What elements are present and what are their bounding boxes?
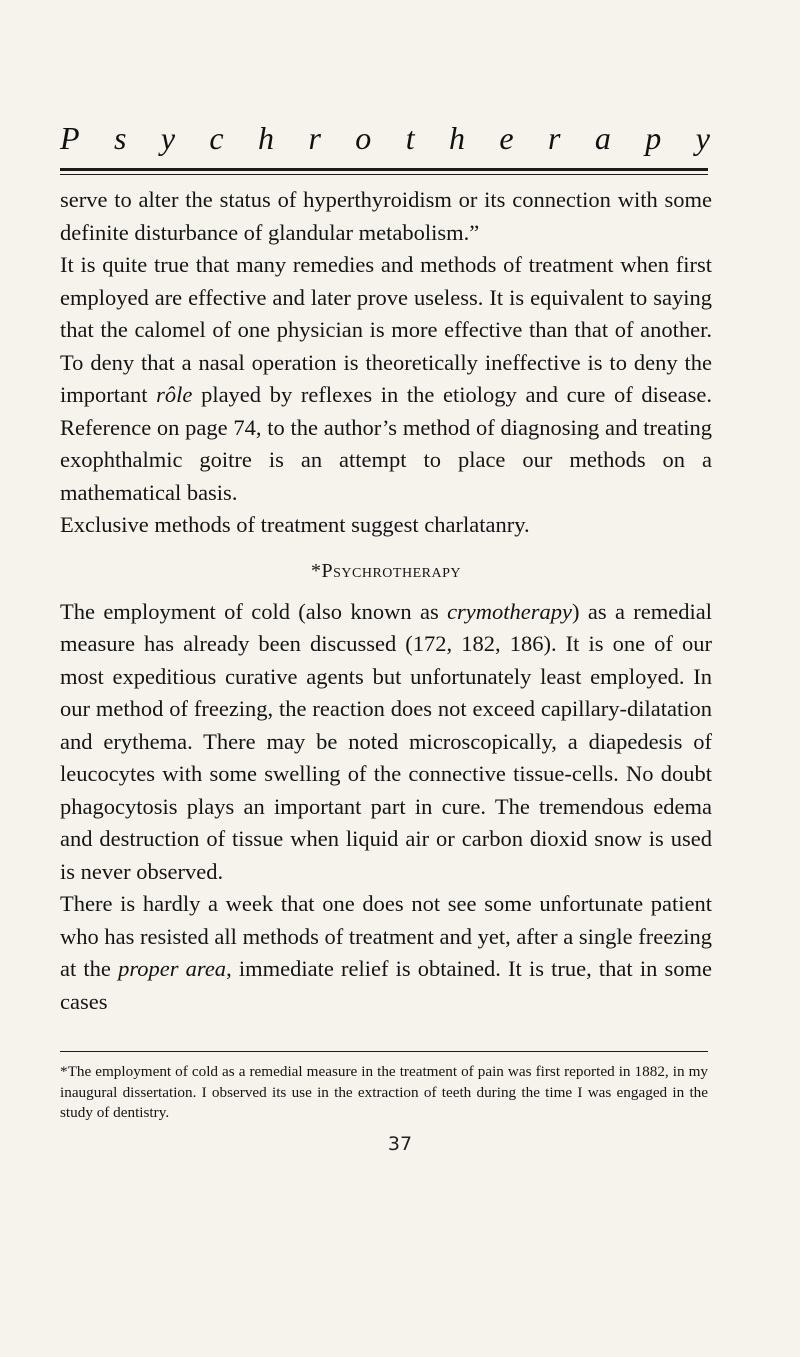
running-head-letter: c: [209, 120, 224, 156]
paragraph-cold: [60, 596, 712, 889]
running-head-letter: r: [308, 120, 321, 156]
running-head-letter: o: [355, 120, 372, 156]
footnote-rule: [60, 1051, 708, 1052]
page-number: 37: [387, 1133, 413, 1155]
running-head-letter: s: [113, 120, 127, 156]
paragraph-text: Exclusive methods of treatment suggest charlatanry.: [60, 512, 530, 537]
running-head-letter: P: [60, 120, 80, 156]
paragraph-text: The employment of cold (also known as: [60, 598, 448, 624]
paragraph-text: There is hardly a week that one does not see some unfortunate patient who has resisted all methods of treatment and yet, after a single freezing at the: [60, 891, 712, 981]
paragraph-text: serve to alter the status of hyperthyroidism or its connection with some definite disturbance of glandular metabolism.”: [60, 187, 712, 245]
paragraph-patient: [60, 888, 712, 1018]
italic-term: crymotherapy: [447, 598, 573, 624]
paragraph-exclusive: [60, 509, 712, 542]
running-head-letter: r: [548, 120, 561, 156]
running-head-letter: h: [449, 120, 465, 156]
running-head-letter: t: [405, 120, 415, 156]
running-head-letter: y: [160, 120, 176, 156]
paragraph-text: ) as a remedial measure has already been discussed (172, 182, 186). It is one of our most expeditious curative agents but unfortunately least employed. In our method of freezing, the reaction does not exceed capillary-dilatation and erythema. There may be noted microscopically, a diapedesis of leucocytes with some swelling of the connective tissue-cells. No doubt phagocytosis plays an important part in cure. The tremendous edema and destruction of tissue when liquid air or carbon dioxid snow is used is never observed.: [60, 598, 712, 884]
running-head-letter: y: [695, 120, 710, 156]
running-head-letter: h: [258, 120, 275, 156]
running-head-letter: p: [645, 120, 662, 156]
header-rule-thick: [60, 168, 708, 171]
running-head-letter: a: [594, 120, 611, 156]
running-head-letter: e: [499, 120, 514, 156]
italic-term: proper area: [118, 956, 227, 981]
body-text: [60, 184, 712, 1018]
paragraph-remedies: [60, 249, 712, 509]
section-heading: *Psychrotherapy: [311, 559, 461, 582]
header-rule-thin: [60, 174, 708, 175]
italic-term: rôle: [156, 382, 193, 407]
footnote: *The employment of cold as a remedial measure in the treatment of pain was first reported in 1882, in my inaugural dissertation. I observed its use in the extraction of teeth during the time I was engaged in the study of dentistry.: [60, 1063, 708, 1121]
paragraph-continued: [60, 184, 712, 249]
paragraph-text: , immediate relief is obtained. It is true, that in some cases: [60, 956, 712, 1014]
paragraph-text: played by reflexes in the etiology and cure of disease. Reference on page 74, to the author’s method of diagnosing and treating exophthalmic goitre is an attempt to place our methods on a mathematical basis.: [60, 382, 713, 505]
running-head: [60, 118, 710, 158]
paragraph-text: It is quite true that many remedies and methods of treatment when first employed are effective and later prove useless. It is equivalent to saying that the calomel of one physician is more effective than that of another. To deny that a nasal operation is theoretically ineffective is to deny the important: [60, 252, 712, 407]
